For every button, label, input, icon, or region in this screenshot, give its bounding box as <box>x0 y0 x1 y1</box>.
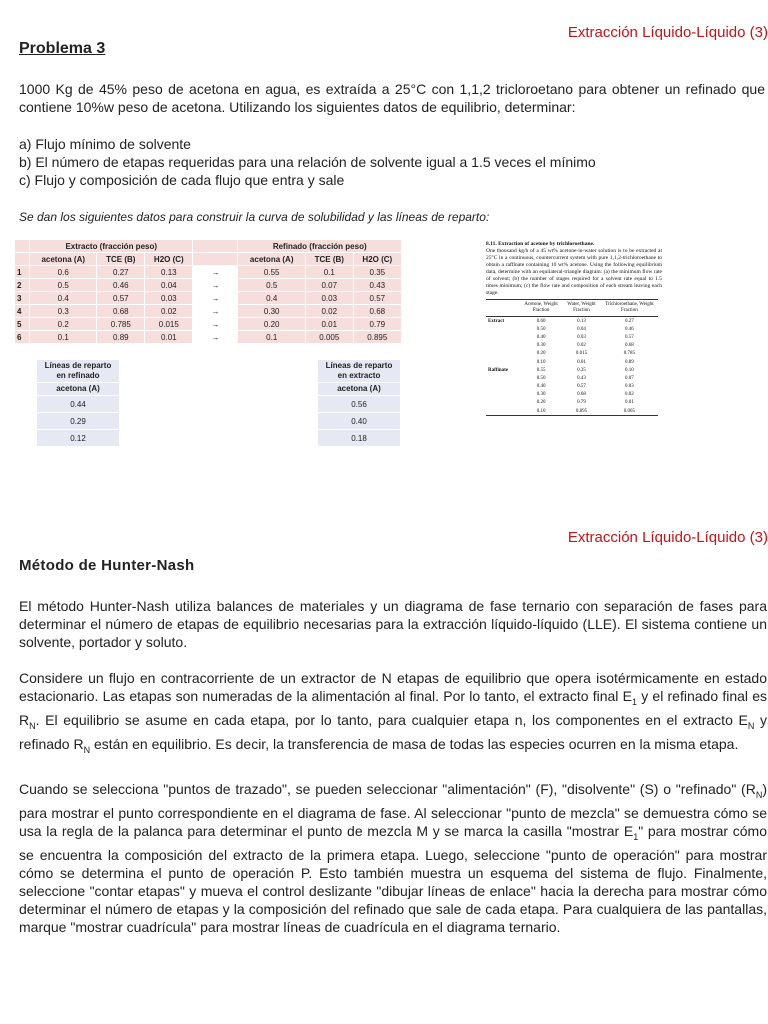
method-paragraph-3: Cuando se selecciona "puntos de trazado", se pueden seleccionar "alimentación" (F), "disolvente" (S) o "refinado" $(R_N)$ para mostrar el punto correspondiente en el diagrama de fase. Al seleccionar "punto de mezcla" se demuestra cómo se usa la regla de la palanca para determinar el punto de mezcla M y se marca la casilla "mostrar $E_1$" para mostrar cómo se encuentra la composición del extracto de la primera etapa. Luego, seleccione "punto de operación" para mostrar cómo se determina el punto de operación P. Esto también muestra un esquema del sistema de flujo. Finalmente, seleccione "contar etapas" y mueva el control deslizante "dibujar líneas de enlace" hacia la derecha para mostrar cómo determinar el número de etapas y la composición del refinado que sale de cada etapa. Para cualquiera de las pantallas, marque "mostrar cuadrícula" para mostrar líneas de cuadrícula en el diagrama ternario. <box>19 781 768 935</box>
problem-item: a) Flujo mínimo de solvente <box>19 136 191 152</box>
arrow-icon: → <box>193 266 238 279</box>
col-header: acetona (A) <box>238 253 305 266</box>
table-row: 4 0.3 0.68 0.02 → 0.30 0.02 0.68 <box>15 305 402 318</box>
col-header: H2O (C) <box>353 253 401 266</box>
excerpt-title: 8.11. Extraction of acetone by trichloroethane. <box>486 241 595 247</box>
problem-title: Problema 3 <box>19 40 106 57</box>
table-row: 3 0.4 0.57 0.03 → 0.4 0.03 0.57 <box>15 292 402 305</box>
tie-lines-refinado-table: Líneas de reparto en refinado acetona (A) 0.44 0.29 0.12 <box>36 359 120 447</box>
problem-item: b) El número de etapas requeridas para una relación de solvente igual a 1.5 veces el mínimo <box>19 154 596 170</box>
col-header: TCE (B) <box>305 253 353 266</box>
section-title-2: Extracción Líquido-Líquido (3) <box>567 529 768 546</box>
section-title: Extracción Líquido-Líquido (3) <box>567 24 768 41</box>
arrow-icon: → <box>193 279 238 292</box>
equilibrium-table <box>14 239 402 344</box>
extract-header: Extracto (fracción peso) <box>30 240 193 253</box>
data-note: Se dan los siguientes datos para construir la curva de solubilidad y las líneas de reparto: <box>19 210 490 224</box>
method-title: Método de Hunter-Nash <box>19 557 195 574</box>
textbook-excerpt <box>486 241 662 416</box>
table-row: 5 0.2 0.785 0.015 → 0.20 0.01 0.79 <box>15 318 402 331</box>
excerpt-text: One thousand kg/h of a 45 wt% acetone-in-water solution is to be extracted at 25°C in a continuous, countercurrent system with pure 1,1,2-trichloroethane to obtain a raffinate containing 10 wt% acetone. Using the following equilibrium data, determine with an equilateral-triangle diagram: (a) the minimum flow rate of solvent; (b) the number of stages required for a solvent rate equal to 1.5 times minimum; (c) the flow rate and composition of each stream leaving each stage. <box>486 248 662 296</box>
table-row: 6 0.1 0.89 0.01 → 0.1 0.005 0.895 <box>15 331 402 344</box>
arrow-icon: → <box>193 318 238 331</box>
arrow-icon: → <box>193 305 238 318</box>
arrow-icon: → <box>193 292 238 305</box>
tie-lines-extracto-table: Líneas de reparto en extracto acetona (A) 0.56 0.40 0.18 <box>317 359 401 447</box>
method-paragraph-2: Considere un flujo en contracorriente de un extractor de N etapas de equilibrio que opera isotérmicamente en estado estacionario. Las etapas son numeradas de la alimentación al final. Por lo tanto, el extracto final $E_1$ y el refinado final es $R_N$. El equilibrio se asume en cada etapa, por lo tanto, para cualquier etapa n, los componentes en el extracto $E_N$ y refinado $R_N$ están en equilibrio. Es decir, la transferencia de masa de todas las especies ocurren en la misma etapa. <box>19 670 768 755</box>
problem-statement: 1000 Kg de 45% peso de acetona en agua, es extraída a 25°C con 1,1,2 tricloroetano para obtener un refinado que contiene 10%w peso de acetona. Utilizando los siguientes datos de equilibrio, determinar: <box>19 81 765 115</box>
problem-items <box>19 135 765 189</box>
col-header: TCE (B) <box>97 253 145 266</box>
col-header: acetona (A) <box>30 253 97 266</box>
table-row: 1 0.6 0.27 0.13 → 0.55 0.1 0.35 <box>15 266 402 279</box>
raffinate-header: Refinado (fracción peso) <box>238 240 402 253</box>
method-paragraph-1: El método Hunter-Nash utiliza balances de materiales y un diagrama de fase ternario con separación de fases para determinar el número de etapas de equilibrio necesarias para la extracción líquido-líquido (LLE). El sistema contiene un solvente, portador y soluto. <box>19 598 767 650</box>
problem-item: c) Flujo y composición de cada flujo que entra y sale <box>19 172 345 188</box>
table-row: 2 0.5 0.46 0.04 → 0.5 0.07 0.43 <box>15 279 402 292</box>
arrow-icon: → <box>193 331 238 344</box>
col-header: H2O (C) <box>145 253 193 266</box>
excerpt-table: Acetone, Weight Fraction Water, Weight Fraction Trichloroethane, Weight Fraction Extract 0.60 0.13 0.27 0.50 0.04 0.46 0.40 0.03 0.57 0.30 0.02 0.68 0.20 0.015 0.785 0.10 0.01 0.89 Raffinate 0.55 0.35 0.10 0.50 0.43 0.07 0.40 0.57 0.03 0.30 0.68 0.02 0.20 0.79 0.01 0.10 0.895 0.005 <box>486 299 658 416</box>
